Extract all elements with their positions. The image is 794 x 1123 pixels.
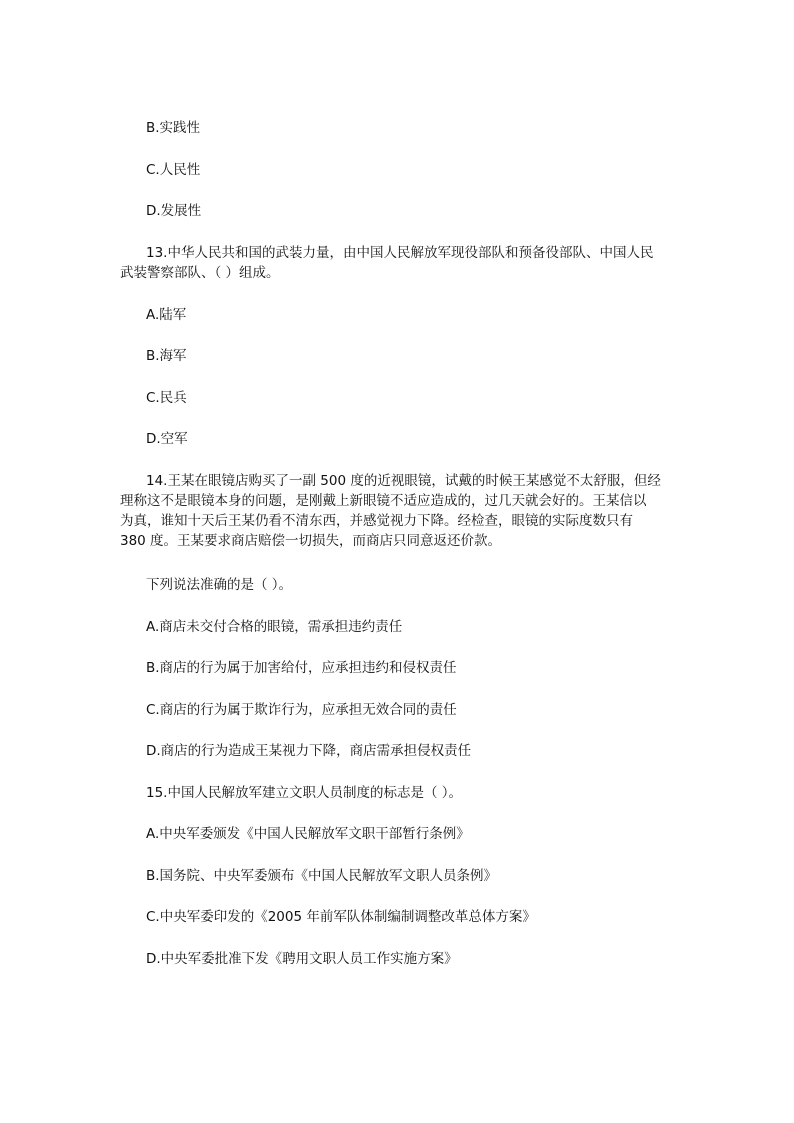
q14-option-c: C.商店的行为属于欺诈行为，应承担无效合同的责任 — [146, 702, 457, 718]
q14-stem-line: 14.王某在眼镜店购买了一副 500 度的近视眼镜，试戴的时候王某感觉不太舒服，但经 — [146, 473, 661, 489]
q14-stem-line: 为真，谁知十天后王某仍看不清东西，并感觉视力下降。经检查，眼镜的实际度数只有 — [120, 513, 633, 529]
q13-option-b: B.海军 — [146, 348, 187, 364]
q14-option-d: D.商店的行为造成王某视力下降，商店需承担侵权责任 — [146, 743, 472, 759]
q12-option-d: D.发展性 — [146, 203, 202, 219]
q15-option-c: C.中央军委印发的《2005 年前军队体制编制调整改革总体方案》 — [146, 909, 536, 925]
q14-prompt: 下列说法准确的是（ ）。 — [146, 577, 293, 593]
q13-option-a: A.陆军 — [146, 307, 187, 323]
q14-stem-line: 380 度。王某要求商店赔偿一切损失，而商店只同意返还价款。 — [120, 533, 502, 549]
q13-stem-line: 武装警察部队、（ ）组成。 — [120, 265, 280, 281]
q13-option-d: D.空军 — [146, 431, 188, 447]
q14-stem — [120, 471, 680, 551]
q12-option-b: B.实践性 — [146, 120, 201, 136]
q13-stem-line: 13.中华人民共和国的武装力量，由中国人民解放军现役部队和预备役部队、中国人民 — [146, 245, 654, 261]
q14-option-a: A.商店未交付合格的眼镜，需承担违约责任 — [146, 619, 403, 635]
q13-stem — [120, 243, 680, 283]
q15-option-b: B.国务院、中央军委颁布《中国人民解放军文职人员条例》 — [146, 868, 498, 884]
q14-stem-line: 理称这不是眼镜本身的问题，是刚戴上新眼镜不适应造成的，过几天就会好的。王某信以 — [120, 493, 647, 509]
q13-option-c: C.民兵 — [146, 390, 187, 406]
q14-option-b: B.商店的行为属于加害给付，应承担违约和侵权责任 — [146, 660, 457, 676]
q15-option-a: A.中央军委颁发《中国人民解放军文职干部暂行条例》 — [146, 826, 470, 842]
q15-stem: 15.中国人民解放军建立文职人员制度的标志是（ ）。 — [146, 785, 463, 801]
q12-option-c: C.人民性 — [146, 162, 201, 178]
q15-option-d: D.中央军委批准下发《聘用文职人员工作实施方案》 — [146, 951, 458, 967]
